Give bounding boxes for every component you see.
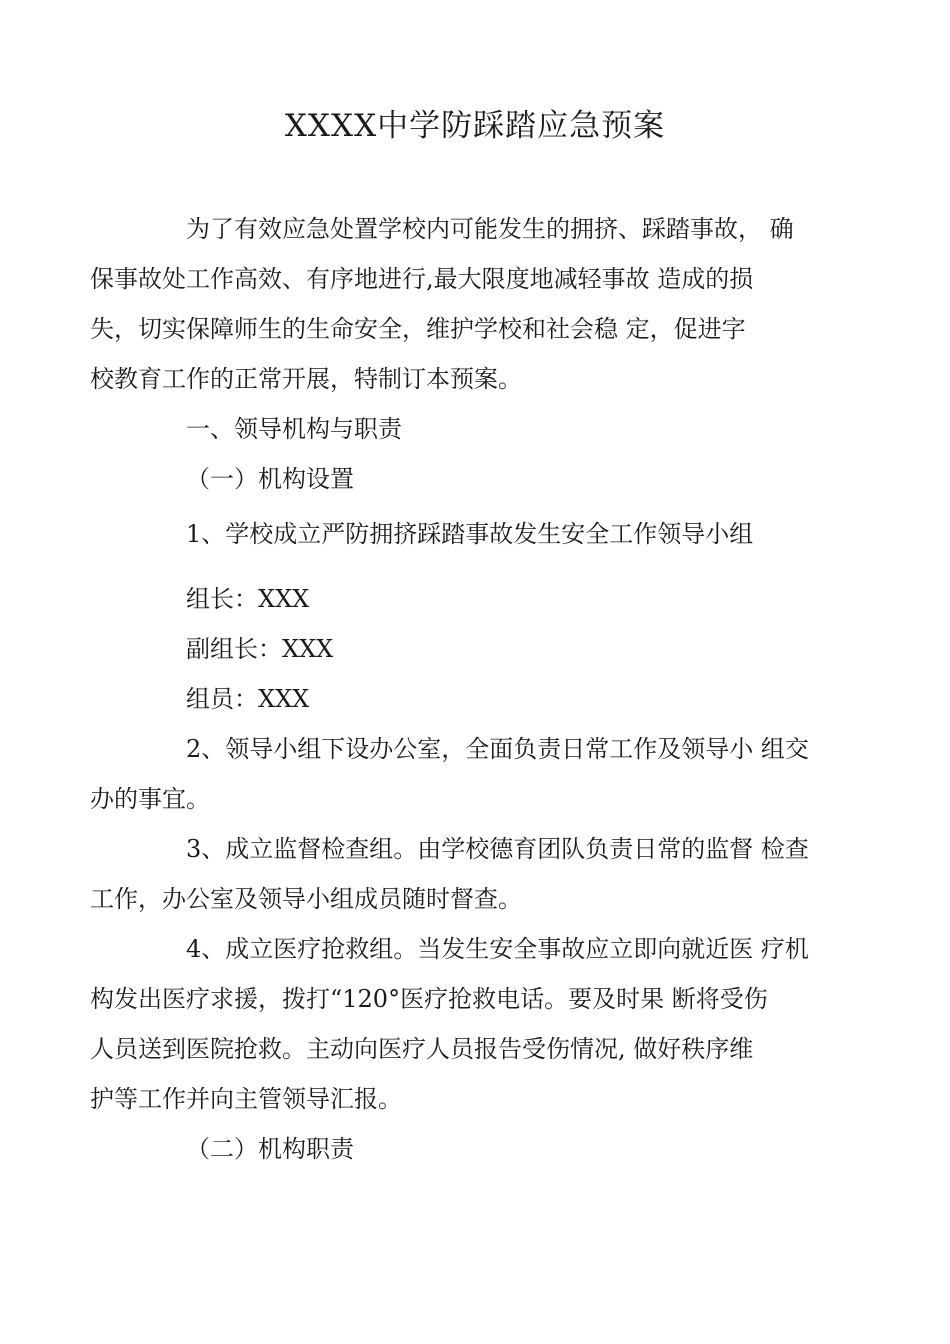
item-2-line: 2、领导小组下设办公室，全面负责日常工作及领导小 组交 bbox=[186, 735, 809, 763]
group-vice-leader: 副组长：XXX bbox=[186, 635, 334, 663]
item-2-line: 办的事宜。 bbox=[90, 785, 210, 813]
item-4-line: 护等工作并向主管领导汇报。 bbox=[90, 1085, 402, 1113]
subsection-heading: （一）机构设置 bbox=[186, 465, 354, 493]
item-2 bbox=[90, 724, 828, 824]
intro-line: 保事故处工作高效、有序地进行,最大限度地减轻事故 造成的损 bbox=[90, 265, 754, 293]
document-body bbox=[90, 204, 828, 1174]
item-1: 1、学校成立严防拥挤踩踏事故发生安全工作领导小组 bbox=[186, 520, 754, 548]
item-3-line: 3、成立监督检查组。由学校德育团队负责日常的监督 检查 bbox=[186, 835, 809, 863]
item-3 bbox=[90, 824, 828, 924]
intro-line: 校教育工作的正常开展，特制订本预案。 bbox=[90, 365, 522, 393]
item-4-line: 4、成立医疗抢救组。当发生安全事故应立即向就近医 疗机 bbox=[186, 935, 809, 963]
subsection-heading: （二）机构职责 bbox=[186, 1135, 354, 1163]
item-3-line: 工作，办公室及领导小组成员随时督查。 bbox=[90, 885, 522, 913]
item-4 bbox=[90, 924, 828, 1124]
group-member: 组员：XXX bbox=[186, 685, 310, 713]
section-heading: 一、领导机构与职责 bbox=[186, 415, 402, 443]
intro-line: 失，切实保障师生的生命安全，维护学校和社会稳 定，促进字 bbox=[90, 315, 746, 343]
document-title: XXXX中学防踩踏应急预案 bbox=[284, 108, 666, 144]
group-leader: 组长：XXX bbox=[186, 585, 310, 613]
item-4-line: 构发出医疗求援，拨打“120°医疗抢救电话。要及时果 断将受伤 bbox=[90, 985, 768, 1013]
intro-line: 为了有效应急处置学校内可能发生的拥挤、踩踏事故， 确 bbox=[186, 215, 794, 243]
item-4-line: 人员送到医院抢救。主动向医疗人员报告受伤情况, 做好秩序维 bbox=[90, 1035, 754, 1063]
intro-paragraph bbox=[90, 204, 828, 404]
